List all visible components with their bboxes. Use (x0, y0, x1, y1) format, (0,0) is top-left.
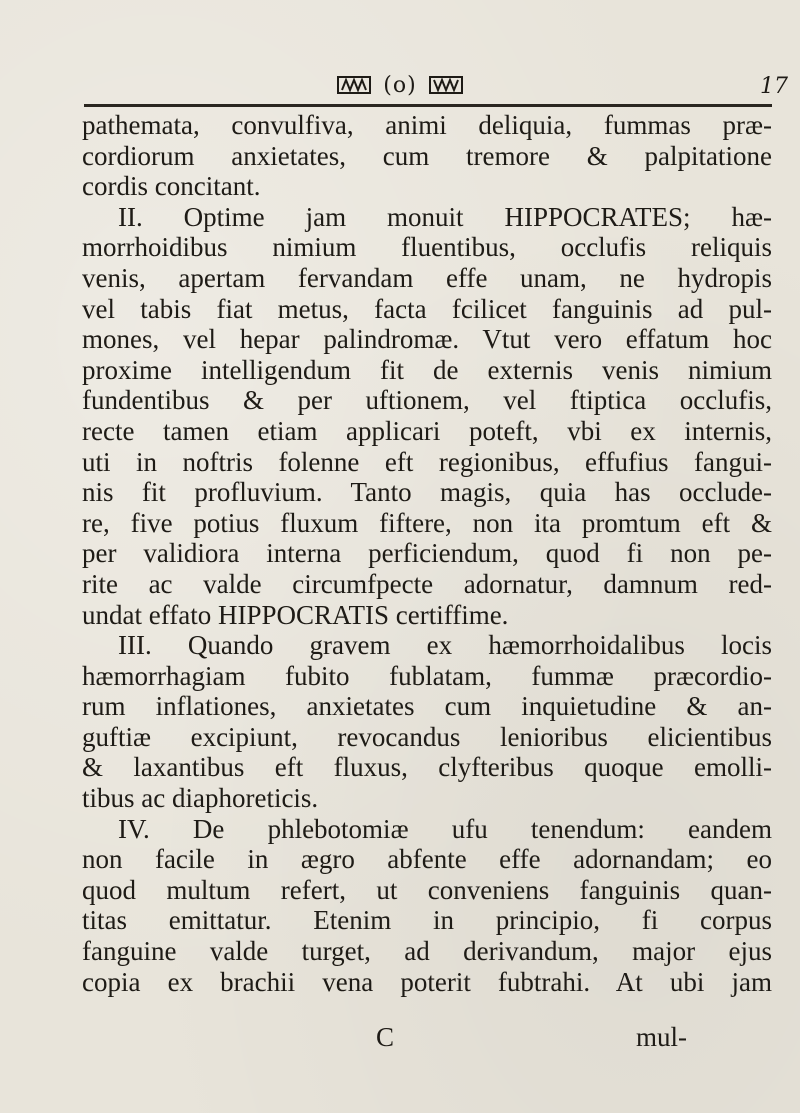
text-line: copia ex brachii vena poterit fubtrahi. At ubi jam (82, 966, 772, 997)
signature-mark: C (376, 1022, 395, 1052)
text-line: recte tamen etiam applicari poteft, vbi ex internis, (82, 415, 772, 446)
text-line: mones, vel hepar palindromæ. Vtut vero effatum hoc (82, 324, 772, 355)
header-rule (84, 104, 772, 107)
text-line: morrhoidibus nimium fluentibus, occlufis reliquis (82, 232, 772, 263)
text-line: vel tabis fiat metus, facta fcilicet fanguinis ad pul- (82, 293, 772, 324)
text-line: proxime intelligendum fit de externis venis nimium (82, 354, 772, 385)
text-line: & laxantibus eft fluxus, clyfteribus quoque emolli- (82, 752, 772, 783)
page-footer (0, 1022, 800, 1056)
text-line: III. Quando gravem ex hæmorrhoidalibus locis (118, 630, 772, 661)
text-line: titas emittatur. Etenim in principio, fi corpus (82, 905, 772, 936)
header-ornament-group (300, 68, 500, 102)
text-line: re, five potius fluxum fiftere, non ita promtum eft & (82, 507, 772, 538)
catchword: mul- (636, 1022, 687, 1052)
text-line: non facile in ægro abfente effe adornandam; eo (82, 844, 772, 875)
text-line: cordiorum anxietates, cum tremore & palpitatione (82, 140, 772, 171)
printer-ornament-right-icon (429, 76, 463, 94)
text-line: fundentibus & per uftionem, vel ftiptica occlufis, (82, 385, 772, 416)
text-line: rite ac valde circumfpecte adornatur, damnum red- (82, 568, 772, 599)
text-line: hæmorrhagiam fubito fublatam, fummæ præcordio- (82, 660, 772, 691)
text-line: pathemata, convulfiva, animi deliquia, fummas præ- (82, 110, 772, 140)
text-line: guftiæ excipiunt, revocandus lenioribus elicientibus (82, 721, 772, 752)
text-line: per validiora interna perficiendum, quod fi non pe- (82, 538, 772, 569)
text-line: nis fit profluvium. Tanto magis, quia has occlude- (82, 477, 772, 508)
text-line: IV. De phlebotomiæ ufu tenendum: eandem (118, 813, 772, 844)
printer-ornament-left-icon (337, 76, 371, 94)
text-line: fanguine valde turget, ad derivandum, major ejus (82, 936, 772, 967)
running-header (0, 68, 800, 102)
page-number: 17 (760, 74, 788, 99)
header-signature: (o) (383, 72, 417, 98)
text-line: quod multum refert, ut conveniens fanguinis quan- (82, 874, 772, 905)
text-line: uti in noftris folenne eft regionibus, effufius fangui- (82, 446, 772, 477)
text-line: rum inflationes, anxietates cum inquietudine & an- (82, 691, 772, 722)
text-line: tibus ac diaphoreticis. (82, 783, 319, 814)
text-line: cordis concitant. (82, 171, 261, 202)
body-text (82, 110, 772, 997)
text-line: undat effato HIPPOCRATIS certiffime. (82, 599, 509, 630)
text-line: venis, apertam fervandam effe unam, ne hydropis (82, 262, 772, 293)
text-line: II. Optime jam monuit HIPPOCRATES; hæ- (118, 201, 772, 232)
